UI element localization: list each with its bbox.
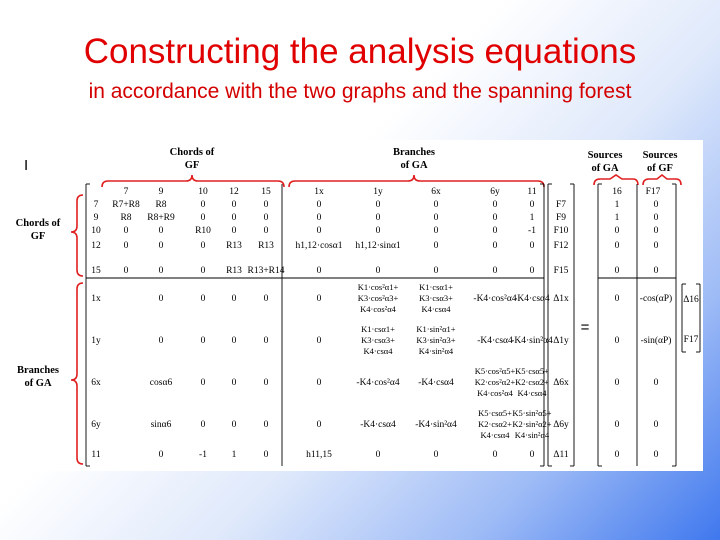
matrix-cell: K1·cos²α1+	[357, 282, 399, 292]
matrix-cell: R10	[195, 226, 211, 236]
matrix-cell: R13+R14	[247, 266, 285, 276]
source-ga-cell: 0	[653, 241, 659, 251]
matrix-cell: 0	[316, 336, 322, 346]
matrix-cell: 0	[231, 420, 237, 430]
unknown-entry: F12	[553, 241, 569, 251]
matrix-cell: K4·cos²α4	[360, 304, 396, 314]
column-label: 12	[229, 187, 239, 197]
matrix-cell: cosα6	[149, 378, 173, 388]
column-label: 15	[261, 187, 271, 197]
matrix-cell: R8	[155, 200, 167, 210]
brace-sources-gf	[643, 175, 681, 185]
source-gf-vector	[683, 295, 699, 345]
matrix-cell: 0	[316, 266, 322, 276]
matrix-cell: K2·csα2+	[515, 377, 549, 387]
matrix-cell: 0	[492, 241, 498, 251]
matrix-cell: K3·sin²α3+	[416, 335, 456, 345]
matrix-cell: 0	[200, 241, 206, 251]
matrix-cell: K4·sin²α4	[514, 430, 550, 440]
matrix-cell: 0	[433, 213, 439, 223]
matrix-cell: h1,12·sinα1	[355, 241, 401, 251]
row-header-chords: Chords of	[15, 218, 61, 229]
header-chords-gf-sub: GF	[184, 160, 200, 171]
matrix-cell: 0	[529, 241, 535, 251]
source-ga-cell: 0	[653, 213, 659, 223]
source-ga-cell: 0	[653, 200, 659, 210]
header-sources-ga-sub: of GA	[591, 163, 619, 174]
brace-chords-top	[102, 175, 284, 187]
equals-sign: =	[580, 319, 590, 336]
slide-subtitle: in accordance with the two graphs and the spanning forest	[88, 80, 632, 103]
source-ga-cell: 0	[653, 378, 659, 388]
matrix-cell: 0	[158, 294, 164, 304]
matrix-cell: -K4·cos²α4	[473, 294, 517, 304]
source-column-labels	[612, 187, 660, 197]
matrix-cell: K5·cos²α5+	[474, 366, 516, 376]
matrix-cell: 0	[492, 450, 498, 460]
column-labels	[124, 187, 537, 197]
matrix-cell: 0	[529, 450, 535, 460]
matrix-cell: 0	[433, 226, 439, 236]
header-branches-ga-sub: of GA	[400, 160, 428, 171]
row-label: 6y	[91, 420, 101, 430]
matrix-cell: 0	[123, 226, 129, 236]
matrix-cell: 0	[492, 226, 498, 236]
source-ga-cell: 0	[614, 336, 620, 346]
matrix-cell: 0	[263, 336, 269, 346]
unknown-entry: F10	[553, 226, 569, 236]
column-label: 9	[158, 187, 164, 197]
matrix-cell: K5·sin²α5+	[512, 408, 552, 418]
row-label: 15	[91, 266, 101, 276]
source-ga-cell: 0	[614, 294, 620, 304]
unknown-entry: Δ11	[553, 450, 569, 460]
matrix-cell: 0	[263, 378, 269, 388]
matrix-cell: 0	[492, 266, 498, 276]
matrix-cell: K3·csα3+	[361, 335, 395, 345]
column-label: 11	[527, 187, 537, 197]
matrix-cell: 0	[529, 266, 535, 276]
matrix-cell: 0	[375, 200, 381, 210]
matrix-cell: 0	[433, 241, 439, 251]
matrix-cell: 0	[316, 226, 322, 236]
equation-matrix	[6, 140, 703, 471]
row-labels	[91, 200, 101, 460]
unknown-entry: Δ1y	[553, 336, 569, 346]
source-ga-cell: 0	[614, 420, 620, 430]
matrix-cell: -K4·sin²α4	[415, 420, 457, 430]
matrix-cell: h1,12·cosα1	[295, 241, 343, 251]
matrix-cell: K3·cos²α3+	[357, 293, 399, 303]
source-ga-cell: -sin(αP)	[640, 336, 672, 346]
matrix-cell: -1	[199, 450, 207, 460]
source-column-label: F17	[645, 187, 661, 197]
source-ga-cell: -cos(αP)	[639, 294, 673, 304]
matrix-cell: 0	[123, 266, 129, 276]
matrix-cell: R8+R9	[147, 213, 175, 223]
matrix-cell: 0	[231, 336, 237, 346]
unknown-entry: Δ1x	[553, 294, 569, 304]
unknown-entry: F9	[555, 213, 567, 223]
matrix-cell: K1·csα1+	[361, 324, 395, 334]
matrix-cell: 0	[375, 266, 381, 276]
matrix-cell: 0	[263, 200, 269, 210]
matrix-cell: 0	[158, 226, 164, 236]
source-ga-cell: 0	[653, 226, 659, 236]
matrix-cell: K5·csα5+	[515, 366, 549, 376]
matrix-cell: 0	[316, 378, 322, 388]
source-ga-cell: 0	[614, 266, 620, 276]
matrix-cell: 0	[200, 336, 206, 346]
matrix-cells	[112, 200, 553, 460]
matrix-cell: 1	[231, 450, 237, 460]
source-ga-cell: 0	[614, 226, 620, 236]
source-ga-cell: 0	[614, 241, 620, 251]
slide-title: Constructing the analysis equations	[83, 32, 637, 71]
matrix-cell: K4·csα4	[363, 346, 393, 356]
matrix-cell: h11,15	[306, 450, 332, 460]
brace-branches-left	[71, 283, 83, 464]
brace-branches-top	[289, 175, 544, 187]
source-ga-cell: 0	[653, 266, 659, 276]
matrix-cell: 0	[375, 450, 381, 460]
identity-label: I	[24, 157, 29, 174]
matrix-cell: K4·cos²α4	[477, 388, 513, 398]
matrix-cell: sinα6	[150, 420, 172, 430]
source-gf-entry: F17	[683, 335, 699, 345]
matrix-cell: 0	[263, 420, 269, 430]
matrix-cell: K3·csα3+	[419, 293, 453, 303]
source-ga-cell: 0	[614, 450, 620, 460]
source-cells	[615, 200, 673, 460]
matrix-cell: R8	[120, 213, 132, 223]
matrix-cell: 0	[200, 294, 206, 304]
matrix-cell: 0	[433, 450, 439, 460]
matrix-cell: 0	[529, 200, 535, 210]
matrix-cell: R13	[258, 241, 274, 251]
matrix-cell: -K4·csα4	[514, 294, 550, 304]
row-label: 6x	[91, 378, 101, 388]
source-ga-cell: 1	[614, 200, 620, 210]
matrix-cell: -K4·cos²α4	[356, 378, 400, 388]
matrix-cell: K4·csα4	[517, 388, 547, 398]
matrix-cell: K2·cos²α2+	[474, 377, 516, 387]
matrix-cell: K1·csα1+	[419, 282, 453, 292]
matrix-cell: K2·csα2+	[478, 419, 512, 429]
row-label: 9	[93, 213, 99, 223]
matrix-cell: 0	[316, 420, 322, 430]
matrix-cell: 0	[263, 450, 269, 460]
matrix-cell: K2·sin²α2+	[512, 419, 552, 429]
header-chords-gf: Chords of	[169, 147, 215, 158]
row-header-branches-sub: of GA	[24, 378, 52, 389]
matrix-cell: 0	[263, 294, 269, 304]
matrix-cell: 0	[492, 200, 498, 210]
matrix-cell: 0	[123, 241, 129, 251]
matrix-cell: 0	[200, 200, 206, 210]
column-label: 1x	[314, 187, 324, 197]
matrix-cell: R7+R8	[112, 200, 140, 210]
row-label: 1x	[91, 294, 101, 304]
matrix-cell: 0	[375, 213, 381, 223]
matrix-cell: K4·sin²α4	[418, 346, 454, 356]
matrix-cell: 0	[231, 200, 237, 210]
matrix-cell: 0	[433, 200, 439, 210]
matrix-cell: -K4·csα4	[360, 420, 396, 430]
row-header-chords-sub: GF	[30, 231, 46, 242]
matrix-cell: 0	[316, 200, 322, 210]
column-label: 6x	[431, 187, 441, 197]
row-label: 10	[91, 226, 101, 236]
matrix-cell: K4·csα4	[421, 304, 451, 314]
matrix-cell: -K4·csα4	[477, 336, 513, 346]
matrix-cell: K5·csα5+	[478, 408, 512, 418]
matrix-cell: 0	[158, 241, 164, 251]
matrix-cell: 0	[263, 226, 269, 236]
matrix-cell: 0	[200, 213, 206, 223]
matrix-cell: 0	[375, 226, 381, 236]
matrix-cell: 0	[158, 266, 164, 276]
matrix-cell: 0	[433, 266, 439, 276]
column-label: 1y	[373, 187, 383, 197]
row-label: 1y	[91, 336, 101, 346]
matrix-cell: 0	[231, 294, 237, 304]
brace-chords-left	[71, 195, 83, 276]
matrix-cell: 0	[158, 450, 164, 460]
matrix-cell: 0	[231, 226, 237, 236]
row-label: 7	[93, 200, 99, 210]
matrix-cell: -K4·sin²α4	[511, 336, 553, 346]
row-label: 11	[91, 450, 101, 460]
brace-sources-ga	[594, 175, 638, 185]
matrix-cell: 1	[529, 213, 535, 223]
matrix-cell: 0	[316, 294, 322, 304]
equation-matrix-panel	[6, 140, 703, 471]
matrix-cell: 0	[316, 213, 322, 223]
matrix-cell: -1	[528, 226, 536, 236]
matrix-cell: 0	[200, 378, 206, 388]
header-sources-gf-sub: of GF	[647, 163, 673, 174]
source-ga-cell: 0	[614, 378, 620, 388]
matrix-cell: R13	[226, 266, 242, 276]
source-ga-cell: 0	[653, 450, 659, 460]
header-branches-ga: Branches	[393, 147, 435, 158]
source-column-label: 16	[612, 187, 622, 197]
matrix-cell: 0	[158, 336, 164, 346]
matrix-cell: 0	[263, 213, 269, 223]
matrix-cell: K1·sin²α1+	[416, 324, 456, 334]
source-ga-cell: 1	[614, 213, 620, 223]
matrix-cell: 0	[492, 213, 498, 223]
matrix-cell: 0	[231, 378, 237, 388]
matrix-cell: -K4·csα4	[418, 378, 454, 388]
source-ga-cell: 0	[653, 420, 659, 430]
matrix-cell: 0	[231, 213, 237, 223]
row-header-branches: Branches	[17, 365, 59, 376]
matrix-cell: R13	[226, 241, 242, 251]
header-sources-ga: Sources	[587, 150, 623, 161]
matrix-cell: 0	[200, 266, 206, 276]
unknown-vector	[553, 200, 569, 460]
unknown-entry: F15	[553, 266, 569, 276]
column-label: 6y	[490, 187, 500, 197]
matrix-cell: 0	[200, 420, 206, 430]
source-gf-entry: Δ16	[683, 295, 699, 305]
unknown-entry: Δ6y	[553, 420, 569, 430]
unknown-entry: F7	[555, 200, 567, 210]
row-label: 12	[91, 241, 101, 251]
column-label: 10	[198, 187, 208, 197]
column-label: 7	[123, 187, 129, 197]
matrix-cell: K4·csα4	[480, 430, 510, 440]
header-sources-gf: Sources	[642, 150, 678, 161]
unknown-entry: Δ6x	[553, 378, 569, 388]
